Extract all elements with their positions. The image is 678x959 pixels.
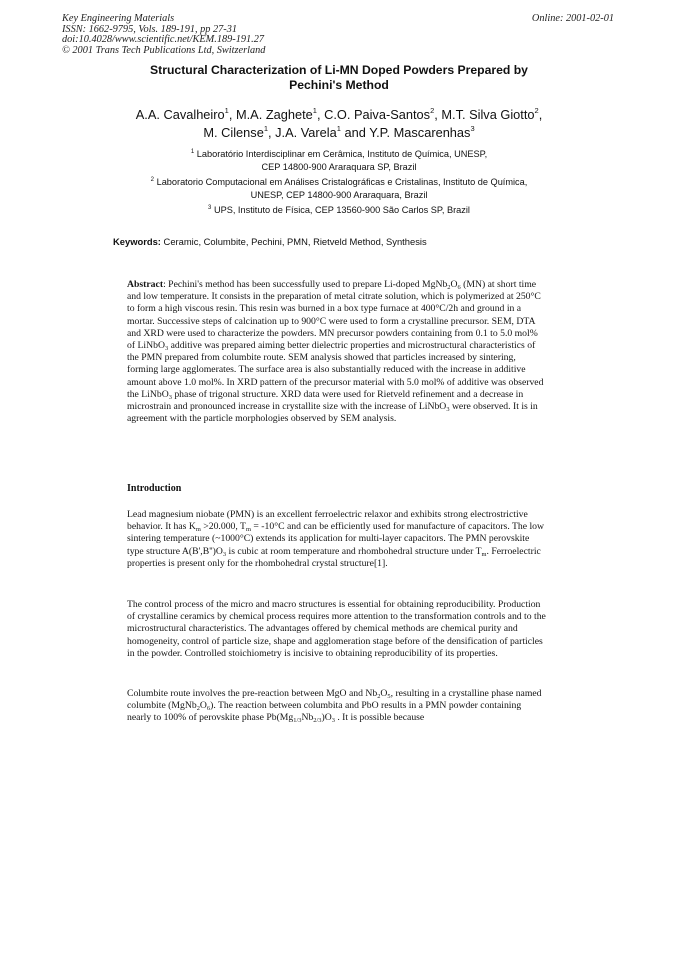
author-affiliation-mark: 2: [430, 106, 435, 115]
affiliation-mark: 1: [190, 149, 195, 155]
author-affiliation-mark: 1: [224, 106, 229, 115]
intro-paragraph-3: Columbite route involves the pre-reaction between MgO and $Nb_2O_5$, resulting in a crystalline phase named columbite $(MgNb_2O_6)$. The reaction between columbita and PbO results in a PMN powder containing nearly to 100% of perovskite phase $Pb(Mg_{1/3}Nb_{2/3})O_3$ . It is possible because: [127, 688, 542, 725]
author-affiliation-mark: 1: [263, 123, 268, 133]
affiliation-2: [84, 176, 594, 202]
author-name: M.A. Zaghete: [235, 107, 313, 122]
author-name: M. Cilense: [203, 124, 264, 140]
author-affiliation-mark: 1: [312, 106, 317, 115]
paper-title: [70, 63, 608, 92]
affiliation-mark: 3: [208, 205, 212, 211]
author-conjunction: and: [344, 124, 366, 140]
abstract-label: Abstract: [127, 279, 164, 290]
abstract-paragraph: Abstract: Pechini's method has been successfully used to prepare Li-doped $MgNb_2O_6$ (MN) at short time and low temperature. It consists in the preparation of metal citrate solution, which is polymerized at 250°C to form a high viscous resin. This resin was burned in a box type furnace at 400°C/2h and ground in a mortar. Successive steps of calcination up to 900°C were used to form a crystalline precursor. SEM, DTA and XRD were used to characterize the powders. MN precursor powders containing from 0.1 to 5.0 mol% of LiNbO$_3$ additive was prepared aiming better dielectric properties and microstructural characteristics of the PMN prepared from columbite route. SEM analysis showed that particles increased by sintering, forming large agglomerates. The surface area is also substantially reduced with the increase in additive amount above 1.0 mol%. In XRD pattern of the precursor material with 5.0 mol% of additive was observed the LiNbO$_3$ phase of trigonal structure. XRD data were used for Rietveld refinement and a decrease in microstrain and pronounced increase in crystallite size with the increase of LiNbO$_3$ were observed. It is in agreement with the particle morphologies observed by SEM analysis.: [127, 279, 544, 425]
affiliation-text: Laboratorio Computacional em Análises Cristalográficas e Cristalinas, Instituto de Química,: [156, 177, 528, 187]
doi-line: doi:10.4028/www.scientific.net/KEM.189-191.27: [62, 34, 265, 46]
author-line-2: M. Cilense$^1$, J.A. Varela$^1$ and Y.P. Mascarenhas$^3$: [203, 123, 475, 140]
issn-line: ISSN: 1662-9795, Vols. 189-191, pp 27-31: [62, 23, 238, 35]
author-affiliation-mark: 3: [470, 123, 475, 133]
section-heading-introduction: Introduction: [127, 483, 182, 494]
affiliation-text: UPS, Instituto de Física, CEP 13560-900 São Carlos SP, Brazil: [213, 205, 470, 215]
author-name: A.A. Cavalheiro: [135, 107, 225, 122]
author-list: [70, 106, 608, 141]
affiliation-text: Laboratório Interdisciplinar em Cerâmica, Instituto de Química, UNESP,: [196, 149, 488, 159]
title-line-2: Pechini's Method: [289, 77, 389, 92]
author-name: J.A. Varela: [275, 124, 337, 140]
author-affiliation-mark: 1: [336, 123, 341, 133]
author-name: M.T. Silva Giotto: [441, 107, 535, 122]
online-date: Online: 2001-02-01: [531, 13, 614, 24]
affiliation-3: [90, 204, 588, 217]
affiliation-1: [90, 148, 588, 174]
keywords-text: Ceramic, Columbite, Pechini, PMN, Rietveld Method, Synthesis: [163, 236, 427, 247]
journal-name: Key Engineering Materials: [62, 13, 175, 24]
affiliation-text: CEP 14800-900 Araraquara SP, Brazil: [261, 161, 417, 172]
copyright-line: © 2001 Trans Tech Publications Ltd, Switzerland: [62, 44, 266, 56]
intro-paragraph-2: The control process of the micro and macro structures is essential for obtaining reproducibility. Production of crystalline ceramics by chemical process requires more attention to the transformation controls and to the microstructural characteristics. The advantages offered by chemical methods are chemical purity and homogeneity, control of particle size, shape and agglomeration stage before of the densification of particles in the powder. Controlled stoichiometry is incisive to obtaining reproducibility of its properties.: [127, 599, 546, 659]
author-name: Y.P. Mascarenhas: [369, 124, 471, 140]
keywords-label: Keywords:: [113, 236, 161, 247]
author-name: C.O. Paiva-Santos: [324, 107, 431, 122]
author-affiliation-mark: 2: [534, 106, 539, 115]
title-line-1: Structural Characterization of Li-MN Doped Powders Prepared by: [150, 63, 528, 77]
publication-info: [62, 14, 265, 56]
affiliation-mark: 2: [150, 177, 155, 183]
author-line-1: A.A. Cavalheiro$^1$, M.A. Zaghete$^1$, C.O. Paiva-Santos$^2$, M.T. Silva Giotto$^2$,: [135, 106, 543, 122]
keywords: [113, 236, 583, 248]
intro-paragraph-1: Lead magnesium niobate (PMN) is an excellent ferroelectric relaxor and exhibits strong electrostrictive behavior. It has $K_m >20.000$, $T_m = -10^\circ C$ and can be efficiently used for manufacture of capacitors. The low sintering temperature (~1000°C) extends its application for multi-layer capacitors. The PMN perovskite type structure $A(B',B'')O_3$ is cubic at room temperature and rhombohedral structure under $T_m$. Ferroelectric properties is present only for the rhombohedral crystal structure[1].: [127, 509, 545, 569]
affiliation-text: UNESP, CEP 14800-900 Araraquara, Brazil: [250, 189, 428, 200]
